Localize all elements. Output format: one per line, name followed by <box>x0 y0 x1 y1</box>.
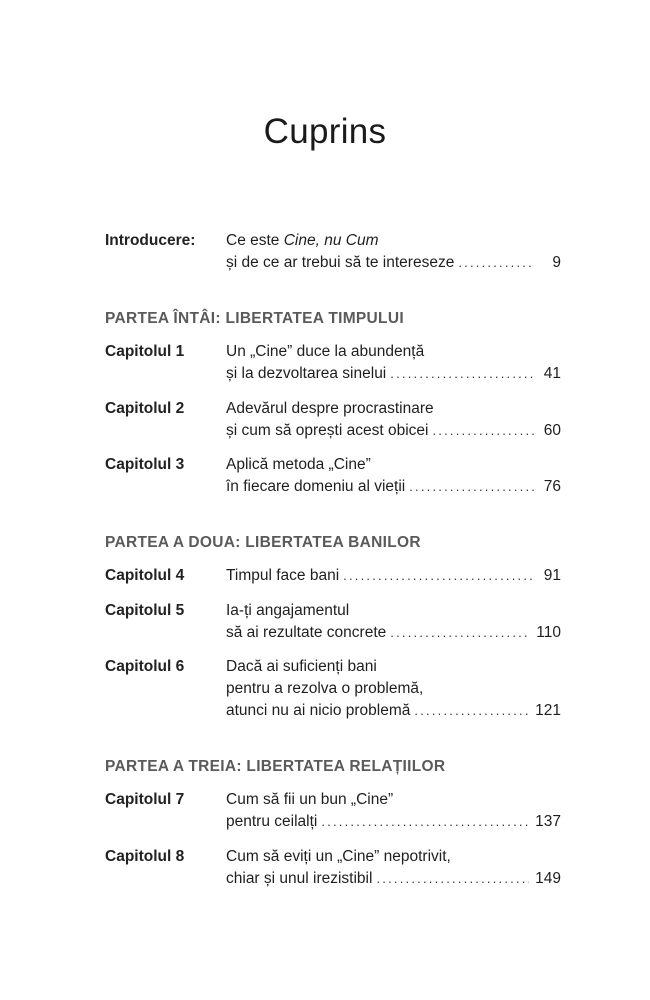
part-heading: PARTEA A TREIA: LIBERTATEA RELAȚIILOR <box>105 758 446 775</box>
entry-line <box>226 622 561 644</box>
entry-text: Adevărul despre procrastinare <box>226 400 434 417</box>
entry-text: să ai rezultate concrete <box>226 624 387 641</box>
page-number: 60 <box>543 422 561 439</box>
entry-text: în fiecare domeniu al vieții <box>226 478 406 495</box>
entry-line <box>226 398 561 420</box>
part-heading: PARTEA ÎNTÂI: LIBERTATEA TIMPULUI <box>105 310 404 327</box>
entry-line <box>226 789 561 811</box>
entry-line <box>226 600 561 622</box>
page-number: 121 <box>535 702 561 719</box>
dot-leader <box>390 363 535 385</box>
entry-text: și la dezvoltarea sinelui <box>226 365 387 382</box>
entry-body <box>226 565 561 587</box>
entry-text: Timpul face bani <box>226 567 340 584</box>
entry-text: Ce este Cine, nu Cum <box>226 232 379 249</box>
entry-line <box>226 252 561 274</box>
entry-line <box>226 476 561 498</box>
page-number: 137 <box>535 813 561 830</box>
entry-text: atunci nu ai nicio problemă <box>226 702 411 719</box>
entry-italic-text: Cine, nu Cum <box>283 232 379 249</box>
entry-label: Capitolul 8 <box>105 848 185 865</box>
entry-body <box>226 846 561 890</box>
entry-text: Un „Cine” duce la abundență <box>226 343 425 360</box>
part-heading: PARTEA A DOUA: LIBERTATEA BANILOR <box>105 534 421 551</box>
entry-text: pentru ceilalți <box>226 813 318 830</box>
entry-text: Cum să eviți un „Cine” nepotrivit, <box>226 848 451 865</box>
entry-line <box>226 846 561 868</box>
entry-label: Capitolul 5 <box>105 602 185 619</box>
entry-text: și cum să oprești acest obicei <box>226 422 429 439</box>
dot-leader <box>343 565 535 587</box>
entry-label: Capitolul 3 <box>105 456 185 473</box>
entry-label: Capitolul 7 <box>105 791 185 808</box>
dot-leader <box>414 700 529 722</box>
entry-text: chiar și unul irezistibil <box>226 870 373 887</box>
entry-body <box>226 600 561 644</box>
entry-line <box>226 454 561 476</box>
page-number: 76 <box>543 478 561 495</box>
entry-label: Capitolul 1 <box>105 343 185 360</box>
entry-text: și de ce ar trebui să te intereseze <box>226 254 455 271</box>
entry-body <box>226 230 561 274</box>
entry-body <box>226 454 561 498</box>
entry-line <box>226 678 561 700</box>
entry-line <box>226 700 561 722</box>
dot-leader <box>458 252 535 274</box>
dot-leader <box>390 622 530 644</box>
entry-line <box>226 363 561 385</box>
entry-line <box>226 565 561 587</box>
entry-label: Introducere: <box>105 232 196 249</box>
entry-line <box>226 420 561 442</box>
entry-label: Capitolul 2 <box>105 400 185 417</box>
entry-body <box>226 656 561 722</box>
entry-text: pentru a rezolva o problemă, <box>226 680 424 697</box>
entry-body <box>226 341 561 385</box>
page-number: 149 <box>535 870 561 887</box>
page-number: 41 <box>543 365 561 382</box>
dot-leader <box>321 811 529 833</box>
entry-line <box>226 811 561 833</box>
entry-text: Ia-ți angajamentul <box>226 602 350 619</box>
dot-leader <box>409 476 535 498</box>
entry-text: Aplică metoda „Cine” <box>226 456 371 473</box>
entry-body <box>226 398 561 442</box>
entry-line <box>226 656 561 678</box>
entry-text: Cum să fii un bun „Cine” <box>226 791 394 808</box>
entry-line <box>226 868 561 890</box>
entry-line <box>226 341 561 363</box>
page-title: Cuprins <box>263 112 387 151</box>
entry-text: Dacă ai suficienți bani <box>226 658 377 675</box>
dot-leader <box>376 868 529 890</box>
page-number: 9 <box>552 254 561 271</box>
entry-label: Capitolul 6 <box>105 658 185 675</box>
entry-body <box>226 789 561 833</box>
entry-line <box>226 230 561 252</box>
entry-label: Capitolul 4 <box>105 567 185 584</box>
page-number: 91 <box>543 567 561 584</box>
page-number: 110 <box>536 624 561 641</box>
dot-leader <box>432 420 535 442</box>
